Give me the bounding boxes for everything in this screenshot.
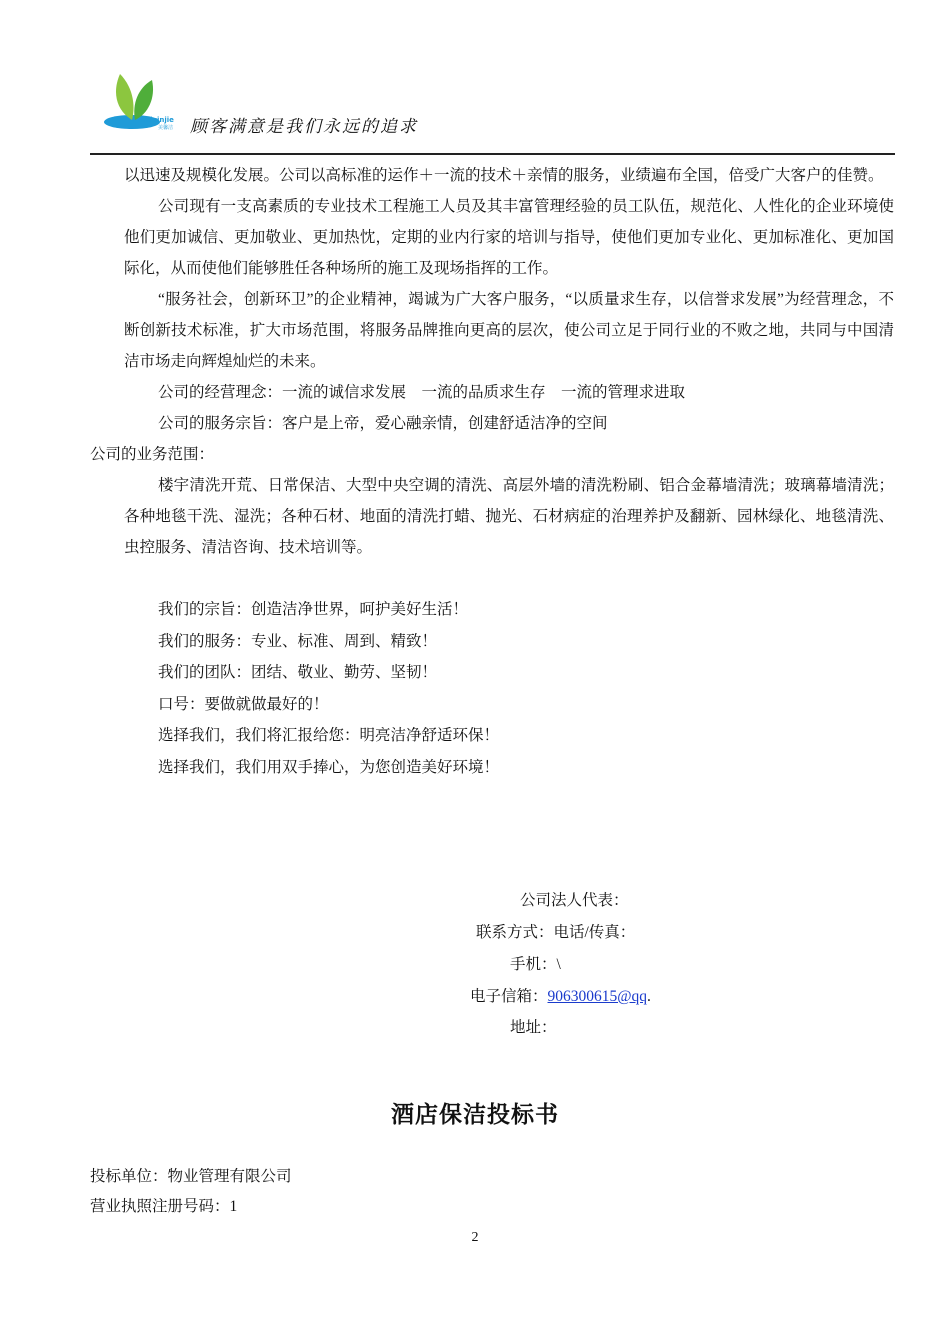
motto-item: 选择我们，我们将汇报给您：明亮洁净舒适环保！ [158,727,500,744]
contact-email-row [470,981,651,1013]
company-profile [90,160,894,783]
business-scope: 楼宇清洗开荒、日常保洁、大型中央空调的清洗、高层外墙的清洗粉刷、铝合金幕墙清洗；玻璃幕墙清洗；各种地毯干洗、湿洗；各种石材、地面的清洗打蜡、抛光、石材病症的治理养护及翻新、园林绿化、地毯清洗、虫控服务、清洁咨询、技术培训等。 [124,477,894,556]
svg-text:meixinjie: meixinjie [138,116,174,124]
service-tenet: 公司的服务宗旨：客户是上帝，爱心融亲情，创建舒适洁净的空间 [158,415,608,432]
document-title: 酒店保洁投标书 [391,1102,559,1127]
bidder-unit: 投标单位：物业管理有限公司 [90,1168,292,1185]
contact-phone-fax: 联系方式：电话/传真： [476,924,636,941]
email-label: 电子信箱： [470,988,548,1005]
paragraph: 以迅速及规模化发展。公司以高标准的运作＋一流的技术＋亲情的服务，业绩遍布全国，倍受广大客户的佳赞。 [124,167,884,184]
page-header [90,68,895,153]
business-scope-heading: 公司的业务范围： [90,446,215,463]
motto-item: 口号：要做就做最好的！ [158,695,329,713]
page-number: 2 [471,1230,479,1245]
spacer [124,563,894,594]
paragraph: “服务社会，创新环卫”的企业精神，竭诚为广大客户服务，“以质量求生存，以信誉求发展”为经营理念，不断创新技术标准，扩大市场范围，将服务品牌推向更高的层次，使公司立足于同行业的不败之地，共同与中国清洁市场走向辉煌灿烂的未来。 [124,291,894,370]
email-link[interactable]: 906300615@qq [547,988,648,1005]
bidder-info [90,1162,292,1222]
motto-item: 我们的宗旨：创造洁净世界，呵护美好生活！ [158,601,469,618]
motto-list [124,594,894,783]
contact-address: 地址： [510,1019,557,1036]
svg-text:美馨洁: 美馨洁 [158,125,174,131]
contact-mobile: 手机：\ [510,956,561,973]
business-license: 营业执照注册号码：1 [90,1198,238,1215]
company-logo [102,70,188,132]
motto-item: 选择我们，我们用双手捧心，为您创造美好环境！ [158,758,500,776]
motto-item: 我们的团队：团结、敬业、勤劳、坚韧！ [158,664,438,681]
motto-item: 我们的服务：专业、标准、周到、精致！ [158,632,438,650]
email-suffix: . [647,988,651,1005]
legal-representative: 公司法人代表： [520,892,629,909]
business-philosophy: 公司的经营理念：一流的诚信求发展 一流的品质求生存 一流的管理求进取 [158,384,686,401]
header-divider [90,153,895,155]
header-slogan: 顾客满意是我们永远的追求 [190,117,418,137]
paragraph: 公司现有一支高素质的专业技术工程施工人员及其丰富管理经验的员工队伍，规范化、人性化的企业环境使他们更加诚信、更加敬业、更加热忱，定期的业内行家的培训与指导，使他们更加专业化、更加标准化、更加国际化，从而使他们能够胜任各种场所的施工及现场指挥的工作。 [124,198,894,277]
